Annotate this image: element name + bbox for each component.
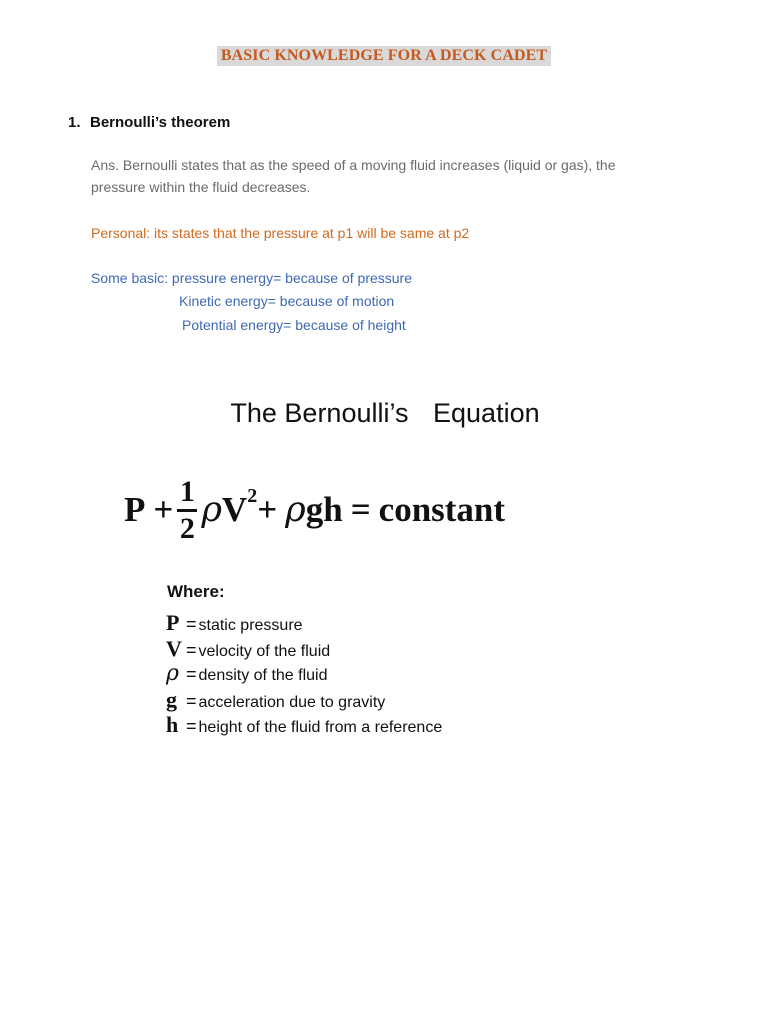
figure-title bbox=[0, 398, 768, 429]
basic-line-pressure: Some basic: pressure energy= because of pressure bbox=[91, 270, 413, 286]
eq-plus: + bbox=[153, 490, 174, 529]
eq-plus: + bbox=[257, 490, 278, 529]
figure-title-part1: The Bernoulli’s bbox=[230, 398, 409, 428]
question-heading bbox=[68, 114, 230, 131]
eq-gh: gh bbox=[305, 490, 343, 529]
definition-row bbox=[166, 610, 442, 636]
definition-symbol: g bbox=[166, 686, 177, 712]
bernoulli-equation bbox=[124, 474, 505, 546]
definition-row bbox=[166, 687, 442, 713]
definitions-list bbox=[166, 610, 442, 738]
definition-row bbox=[166, 636, 442, 662]
where-label: Where: bbox=[167, 582, 225, 601]
definition-row bbox=[166, 712, 442, 738]
eq-rho: ρ bbox=[201, 490, 222, 530]
eq-exponent: 2 bbox=[247, 484, 258, 507]
figure-title-part2: Equation bbox=[433, 398, 540, 428]
definition-text: velocity of the fluid bbox=[198, 642, 331, 660]
eq-denominator: 2 bbox=[179, 511, 195, 545]
eq-fraction bbox=[177, 474, 197, 545]
definition-text: height of the fluid from a reference bbox=[198, 719, 443, 736]
answer-line: Ans. Bernoulli states that as the speed of a moving fluid increases (liquid or gas), the bbox=[91, 157, 616, 173]
definition-symbol: ρ bbox=[166, 661, 179, 686]
definition-equals: = bbox=[186, 664, 197, 684]
eq-numerator: 1 bbox=[179, 474, 195, 508]
question-title: Bernoulli’s theorem bbox=[90, 114, 231, 131]
basic-line-potential: Potential energy= because of height bbox=[182, 317, 406, 333]
question-number: 1. bbox=[68, 114, 81, 131]
definition-equals: = bbox=[186, 614, 197, 634]
definition-equals: = bbox=[186, 690, 197, 711]
document-title: BASIC KNOWLEDGE FOR A DECK CADET bbox=[217, 46, 551, 66]
basic-line-kinetic: Kinetic energy= because of motion bbox=[179, 293, 395, 309]
document-title-wrap bbox=[0, 46, 768, 66]
definition-row bbox=[166, 661, 442, 687]
answer-line: pressure within the fluid decreases. bbox=[91, 179, 311, 195]
eq-pressure-symbol: P bbox=[124, 490, 146, 529]
personal-note: Personal: its states that the pressure at p1 will be same at p2 bbox=[91, 225, 470, 241]
eq-velocity-symbol: V bbox=[221, 490, 248, 529]
answer-paragraph bbox=[91, 154, 691, 198]
definition-text: static pressure bbox=[198, 617, 303, 634]
definition-text: density of the fluid bbox=[198, 667, 328, 684]
definition-equals: = bbox=[186, 639, 197, 660]
eq-constant: constant bbox=[378, 490, 506, 529]
definition-text: acceleration due to gravity bbox=[198, 693, 386, 711]
eq-equals: = bbox=[350, 490, 371, 529]
definition-symbol: h bbox=[166, 712, 179, 737]
definition-equals: = bbox=[186, 716, 197, 736]
definition-symbol: V bbox=[166, 635, 182, 661]
eq-rho: ρ bbox=[285, 490, 306, 530]
definition-symbol: P bbox=[166, 610, 180, 635]
